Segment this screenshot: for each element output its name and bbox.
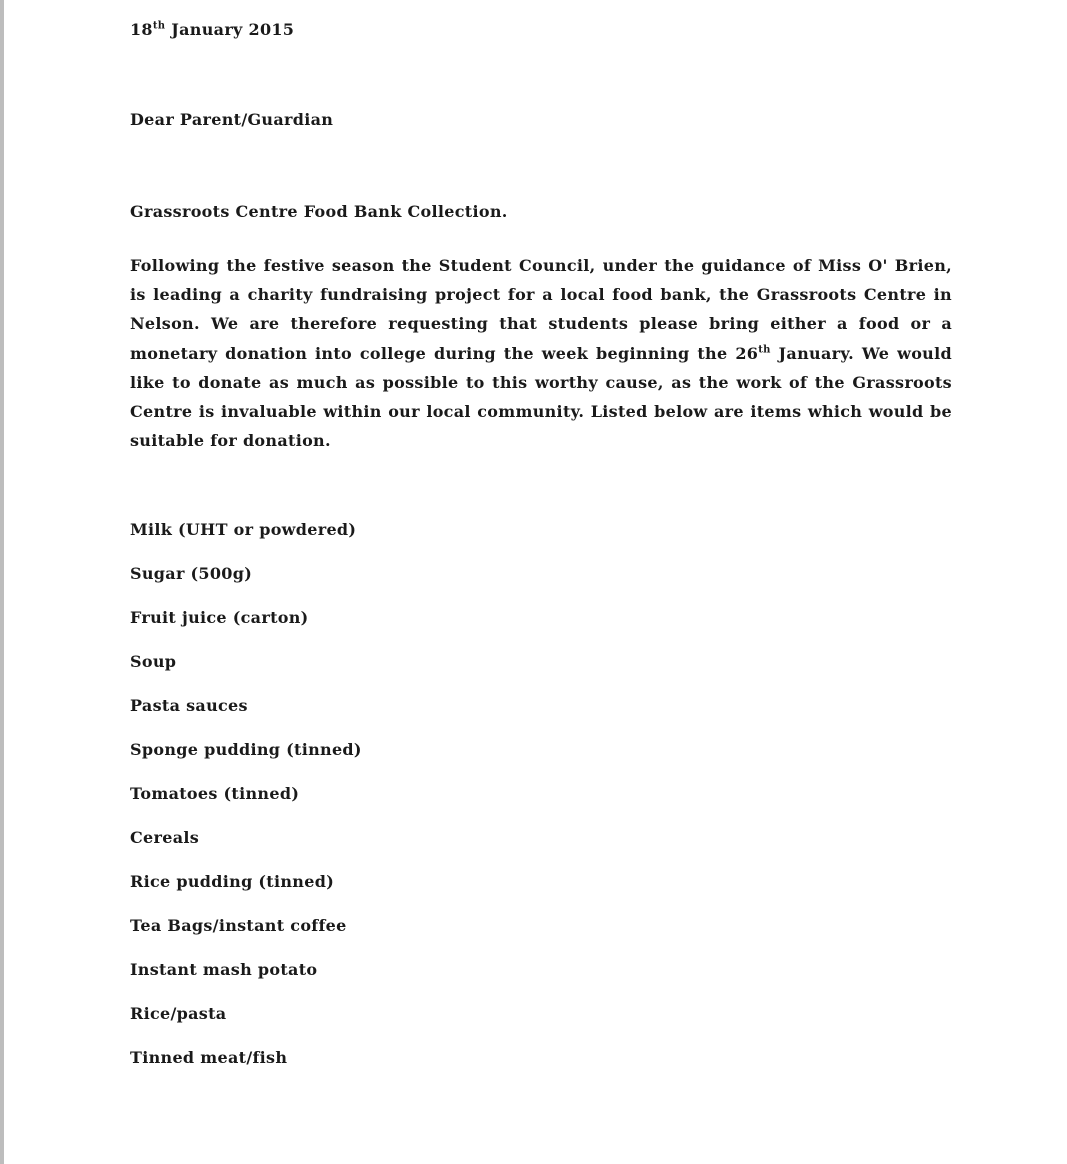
list-item: Rice/pasta [130, 1004, 227, 1023]
list-item: Milk (UHT or powdered) [130, 520, 357, 539]
list-item: Sugar (500g) [130, 564, 253, 583]
body-part-1: Following the festive season the Student Council, under the guidance of Miss O' Brien, is leading a charity fundraising project for a local food bank, the Grassroots Centre in Nelson. We are therefore requesting that students please bring either a food or a monetary donation into college during the week beginning the 26 [130, 256, 952, 363]
body-ordinal: th [758, 344, 771, 356]
list-item: Tinned meat/fish [130, 1048, 288, 1067]
date-ordinal: th [152, 20, 166, 32]
letter-salutation: Dear Parent/Guardian [130, 110, 334, 129]
letter-body-paragraph [130, 251, 952, 455]
donation-items-list [130, 520, 362, 1092]
date-rest: January 2015 [165, 20, 295, 39]
page-left-border [0, 0, 4, 1164]
list-item: Fruit juice (carton) [130, 608, 309, 627]
date-day: 18 [130, 20, 153, 39]
letter-date [130, 20, 294, 40]
list-item: Rice pudding (tinned) [130, 872, 335, 891]
list-item: Instant mash potato [130, 960, 318, 979]
list-item: Soup [130, 652, 177, 671]
list-item: Cereals [130, 828, 200, 847]
body-part-2: January. We would like to donate as much as possible to this worthy cause, as the work of the Grassroots Centre is invaluable within our local community. Listed below are items which would be suitable for donation. [130, 343, 952, 451]
letter-subject: Grassroots Centre Food Bank Collection. [130, 202, 508, 221]
list-item: Pasta sauces [130, 696, 248, 715]
list-item: Tea Bags/instant coffee [130, 916, 347, 935]
list-item: Sponge pudding (tinned) [130, 740, 362, 759]
list-item: Tomatoes (tinned) [130, 784, 300, 803]
